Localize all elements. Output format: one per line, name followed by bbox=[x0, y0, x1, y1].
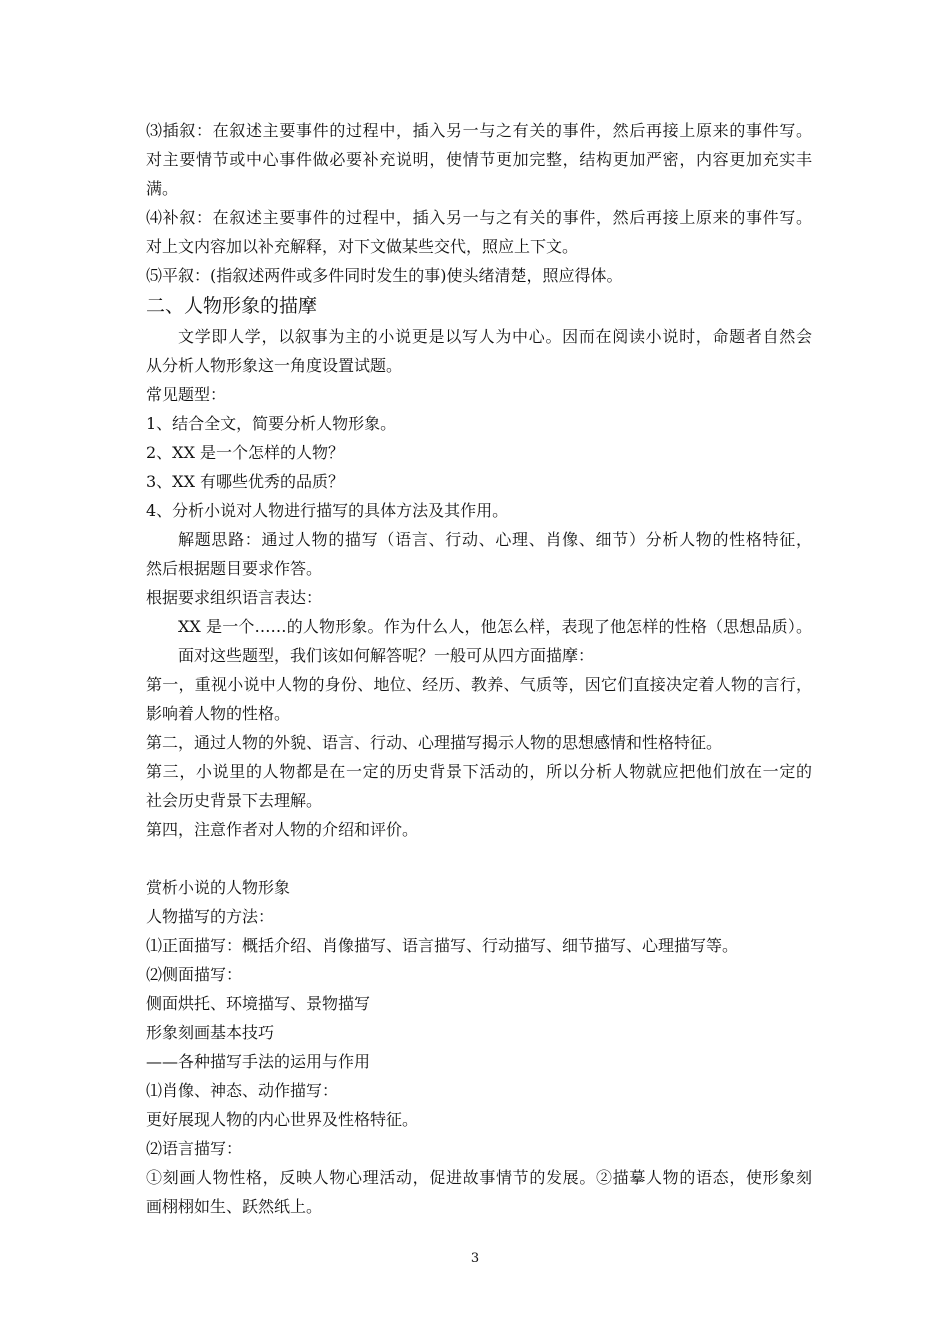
techniques-title: 形象刻画基本技巧 bbox=[146, 1023, 275, 1042]
techniques-subtitle: ——各种描写手法的运用与作用 bbox=[146, 1052, 371, 1071]
aspect-third-line-1: 第三，小说里的人物都是在一定的历史背景下活动的，所以分析人物就应把他们放在一定的 bbox=[146, 762, 812, 781]
blank-line bbox=[146, 844, 812, 873]
insert-narration-line-2: 对主要情节或中心事件做必要补充说明，使情节更加完整，结构更加严密，内容更加充实丰 bbox=[146, 150, 812, 169]
organize-template: XX 是一个……的人物形象。作为什么人，他怎么样，表现了他怎样的性格（思想品质）。 bbox=[178, 617, 812, 636]
document-page bbox=[146, 116, 812, 1221]
common-type-item-2: 2、XX 是一个怎样的人物？ bbox=[146, 443, 345, 462]
indirect-description-items: 侧面烘托、环境描写、景物描写 bbox=[146, 994, 371, 1013]
language-line-2: 画栩栩如生、跃然纸上。 bbox=[146, 1197, 323, 1216]
insert-narration-line-3: 满。 bbox=[146, 179, 179, 198]
approach-line-2: 然后根据题目要求作答。 bbox=[146, 559, 323, 578]
supplement-narration-line-1: ⑷补叙：在叙述主要事件的过程中，插入另一与之有关的事件，然后再接上原来的事件写。 bbox=[146, 208, 812, 227]
appreciation-title: 赏析小说的人物形象 bbox=[146, 878, 291, 897]
portrait-description: 更好展现人物的内心世界及性格特征。 bbox=[146, 1110, 419, 1129]
organize-lead: 面对这些题型，我们该如何解答呢？一般可从四方面描摩： bbox=[178, 646, 595, 665]
aspect-third-line-2: 社会历史背景下去理解。 bbox=[146, 791, 323, 810]
common-types-title: 常见题型： bbox=[146, 385, 227, 404]
page-number: 3 bbox=[470, 1251, 480, 1266]
language-title: ⑵语言描写： bbox=[146, 1139, 243, 1158]
section-heading-two: 二、人物形象的描摩 bbox=[146, 295, 318, 317]
aspect-first-line-2: 影响着人物的性格。 bbox=[146, 704, 291, 723]
direct-description: ⑴正面描写：概括介绍、肖像描写、语言描写、行动描写、细节描写、心理描写等。 bbox=[146, 936, 739, 955]
common-type-item-4: 4、分析小说对人物进行描写的具体方法及其作用。 bbox=[146, 501, 509, 520]
common-type-item-3: 3、XX 有哪些优秀的品质？ bbox=[146, 472, 345, 491]
organize-title: 根据要求组织语言表达： bbox=[146, 588, 323, 607]
insert-narration-line-1: ⑶插叙：在叙述主要事件的过程中，插入另一与之有关的事件，然后再接上原来的事件写。 bbox=[146, 121, 812, 140]
common-type-item-1: 1、结合全文，简要分析人物形象。 bbox=[146, 414, 397, 433]
approach-line-1: 解题思路：通过人物的描写（语言、行动、心理、肖像、细节）分析人物的性格特征， bbox=[178, 530, 812, 549]
indirect-description-title: ⑵侧面描写： bbox=[146, 965, 243, 984]
parallel-narration-line: ⑸平叙：(指叙述两件或多件同时发生的事)使头绪清楚，照应得体。 bbox=[146, 266, 623, 285]
aspect-fourth: 第四，注意作者对人物的介绍和评价。 bbox=[146, 820, 419, 839]
methods-title: 人物描写的方法： bbox=[146, 907, 275, 926]
aspect-first-line-1: 第一，重视小说中人物的身份、地位、经历、教养、气质等，因它们直接决定着人物的言行， bbox=[146, 675, 812, 694]
language-line-1: ①刻画人物性格，反映人物心理活动，促进故事情节的发展。②描摹人物的语态，使形象刻 bbox=[146, 1168, 812, 1187]
supplement-narration-line-2: 对上文内容加以补充解释，对下文做某些交代，照应上下文。 bbox=[146, 237, 579, 256]
intro-line-2: 从分析人物形象这一角度设置试题。 bbox=[146, 356, 403, 375]
intro-line-1: 文学即人学，以叙事为主的小说更是以写人为中心。因而在阅读小说时，命题者自然会 bbox=[178, 327, 812, 346]
portrait-title: ⑴肖像、神态、动作描写： bbox=[146, 1081, 339, 1100]
aspect-second: 第二，通过人物的外貌、语言、行动、心理描写揭示人物的思想感情和性格特征。 bbox=[146, 733, 723, 752]
